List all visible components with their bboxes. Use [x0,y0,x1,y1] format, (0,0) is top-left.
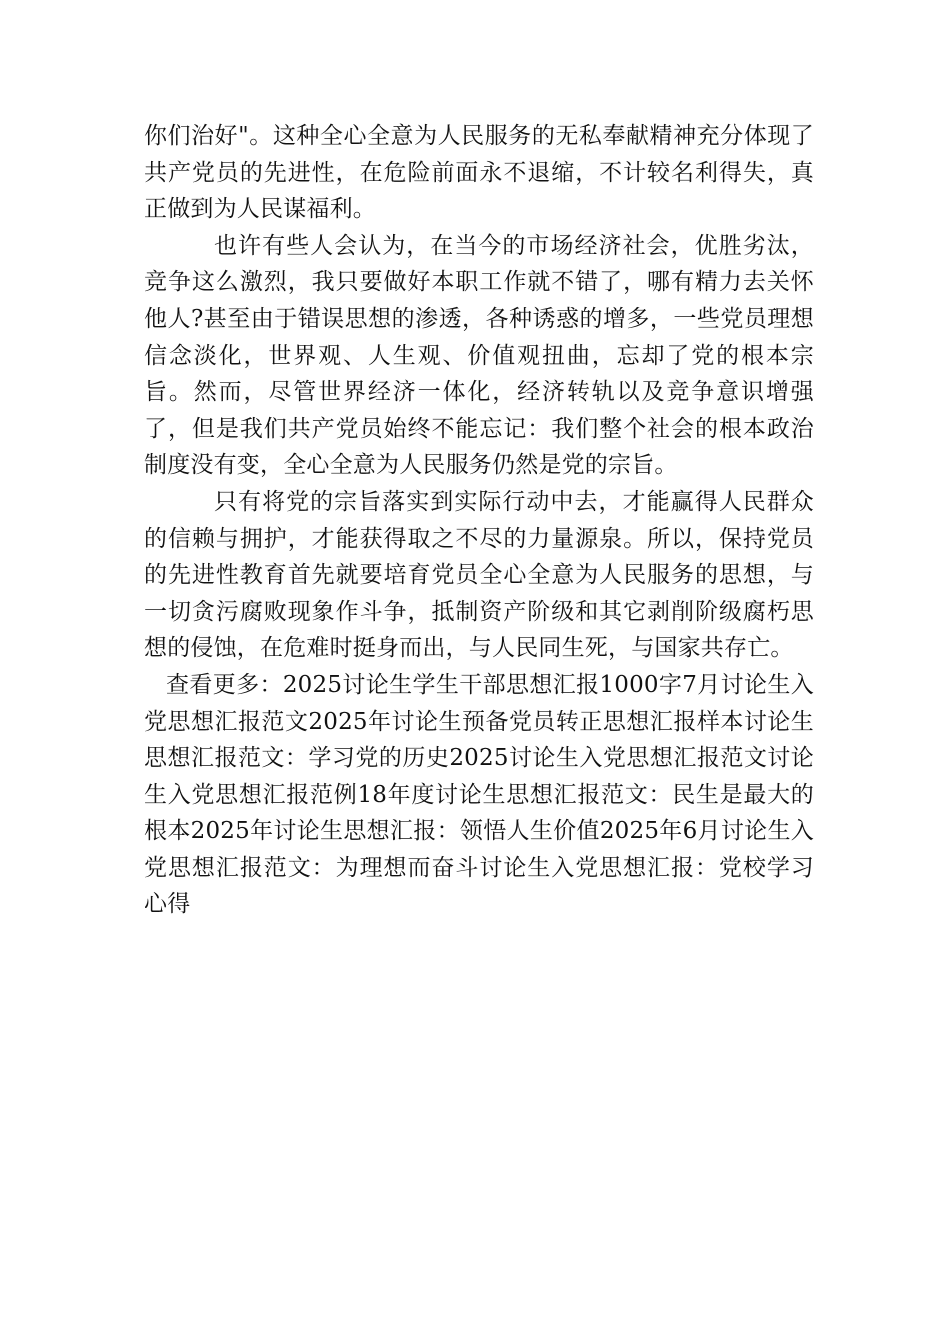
paragraph-party-purpose: 只有将党的宗旨落实到实际行动中去，才能赢得人民群众的信赖与拥护，才能获得取之不尽的力量源泉。所以，保持党员的先进性教育首先就要培育党员全心全意为人民服务的思想，与一切贪污腐败现象作斗争，抵制资产阶级和其它剥削阶级腐朽思想的侵蚀，在危难时挺身而出，与人民同生死，与国家共存亡。 [144,488,814,662]
paragraph-continuation: 你们治好"。这种全心全意为人民服务的无私奉献精神充分体现了共产党员的先进性，在危险前面永不退缩，不计较名利得失，真正做到为人民谋福利。 [144,123,814,223]
paragraph-market-economy: 也许有些人会认为，在当今的市场经济社会，优胜劣汰，竞争这么激烈，我只要做好本职工作就不错了，哪有精力去关怀他人?甚至由于错误思想的渗透，各种诱惑的增多，一些党员理想信念淡化，世界观、人生观、价值观扭曲，忘却了党的根本宗旨。然而，尽管世界经济一体化，经济转轨以及竞争意识增强了，但是我们共产党员始终不能忘记：我们整个社会的根本政治制度没有变，全心全意为人民服务仍然是党的宗旨。 [144,232,814,479]
see-more-links[interactable]: 查看更多：2025讨论生学生干部思想汇报1000字7月讨论生入党思想汇报范文2025年讨论生预备党员转正思想汇报样本讨论生思想汇报范文：学习党的历史2025讨论生入党思想汇报范文讨论生入党思想汇报范例18年度讨论生思想汇报范文：民生是最大的根本2025年讨论生思想汇报：领悟人生价值2025年6月讨论生入党思想汇报范文：为理想而奋斗讨论生入党思想汇报：党校学习心得 [144,671,814,918]
document-body [144,118,814,923]
